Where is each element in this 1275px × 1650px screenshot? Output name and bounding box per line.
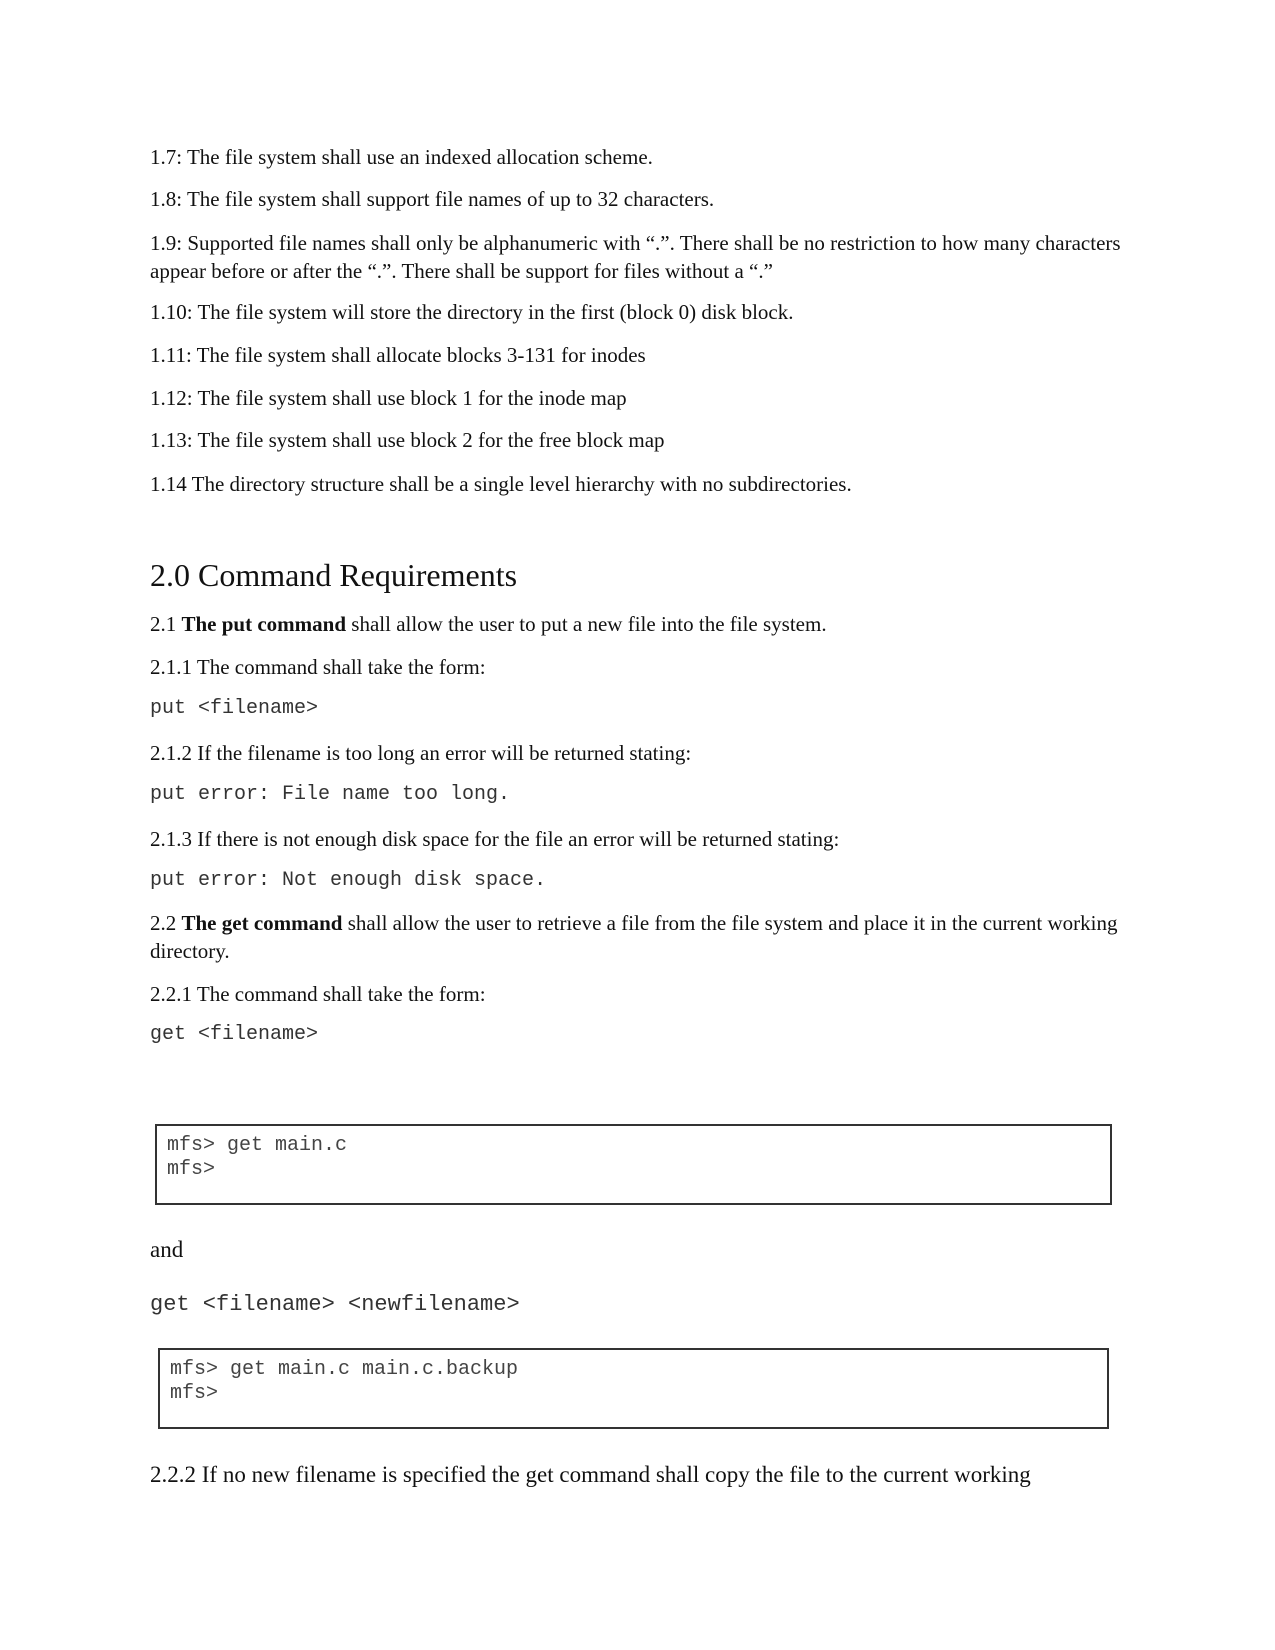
req-2-1-2: 2.1.2 If the filename is too long an error will be returned stating:	[150, 741, 692, 765]
req-2-1-3: 2.1.3 If there is not enough disk space for the file an error will be returned stating:	[150, 827, 840, 851]
req-2-1-1: 2.1.1 The command shall take the form:	[150, 655, 486, 679]
terminal-example-1	[155, 1124, 1112, 1205]
req-1-10: 1.10: The file system will store the directory in the first (block 0) disk block.	[150, 300, 794, 324]
req-2-2-text: shall allow the user to retrieve a file from the file system and place it in the current working directory.	[150, 911, 1118, 963]
put-error-space-code: put error: Not enough disk space.	[150, 869, 547, 892]
terminal-line: mfs>	[167, 1158, 216, 1181]
req-2-2-bold: The get command	[181, 911, 343, 935]
req-2-2-num: 2.2	[150, 911, 177, 935]
get-form-code: get <filename>	[150, 1023, 319, 1046]
put-form-code: put <filename>	[150, 697, 319, 720]
req-1-8: 1.8: The file system shall support file names of up to 32 characters.	[150, 187, 715, 211]
req-1-7: 1.7: The file system shall use an indexed allocation scheme.	[150, 145, 653, 169]
req-1-14: 1.14 The directory structure shall be a single level hierarchy with no subdirectories.	[150, 472, 852, 496]
section-2-heading: 2.0 Command Requirements	[150, 557, 518, 593]
req-1-11: 1.11: The file system shall allocate blocks 3-131 for inodes	[150, 343, 646, 367]
req-2-1-text: shall allow the user to put a new file into the file system.	[351, 612, 827, 636]
terminal-example-2	[158, 1348, 1109, 1429]
req-1-9: 1.9: Supported file names shall only be alphanumeric with “.”. There shall be no restriction to how many characters appear before or after the “.”. There shall be support for files without a “.”	[150, 231, 1121, 283]
req-2-1	[150, 610, 1130, 638]
terminal-line: mfs> get main.c	[167, 1134, 348, 1157]
req-1-12: 1.12: The file system shall use block 1 for the inode map	[150, 386, 627, 410]
req-2-1-num: 2.1	[150, 612, 177, 636]
put-error-long-code: put error: File name too long.	[150, 783, 511, 806]
get-form-newname-code: get <filename> <newfilename>	[150, 1292, 520, 1317]
terminal-line: mfs> get main.c main.c.backup	[170, 1358, 519, 1381]
req-2-2	[150, 909, 1130, 965]
req-2-2-2: 2.2.2 If no new filename is specified the get command shall copy the file to the current working	[150, 1462, 1031, 1487]
and-text: and	[150, 1237, 184, 1262]
req-2-1-bold: The put command	[181, 612, 347, 636]
req-1-13: 1.13: The file system shall use block 2 for the free block map	[150, 428, 665, 452]
req-2-2-1: 2.2.1 The command shall take the form:	[150, 982, 486, 1006]
terminal-line: mfs>	[170, 1382, 219, 1405]
